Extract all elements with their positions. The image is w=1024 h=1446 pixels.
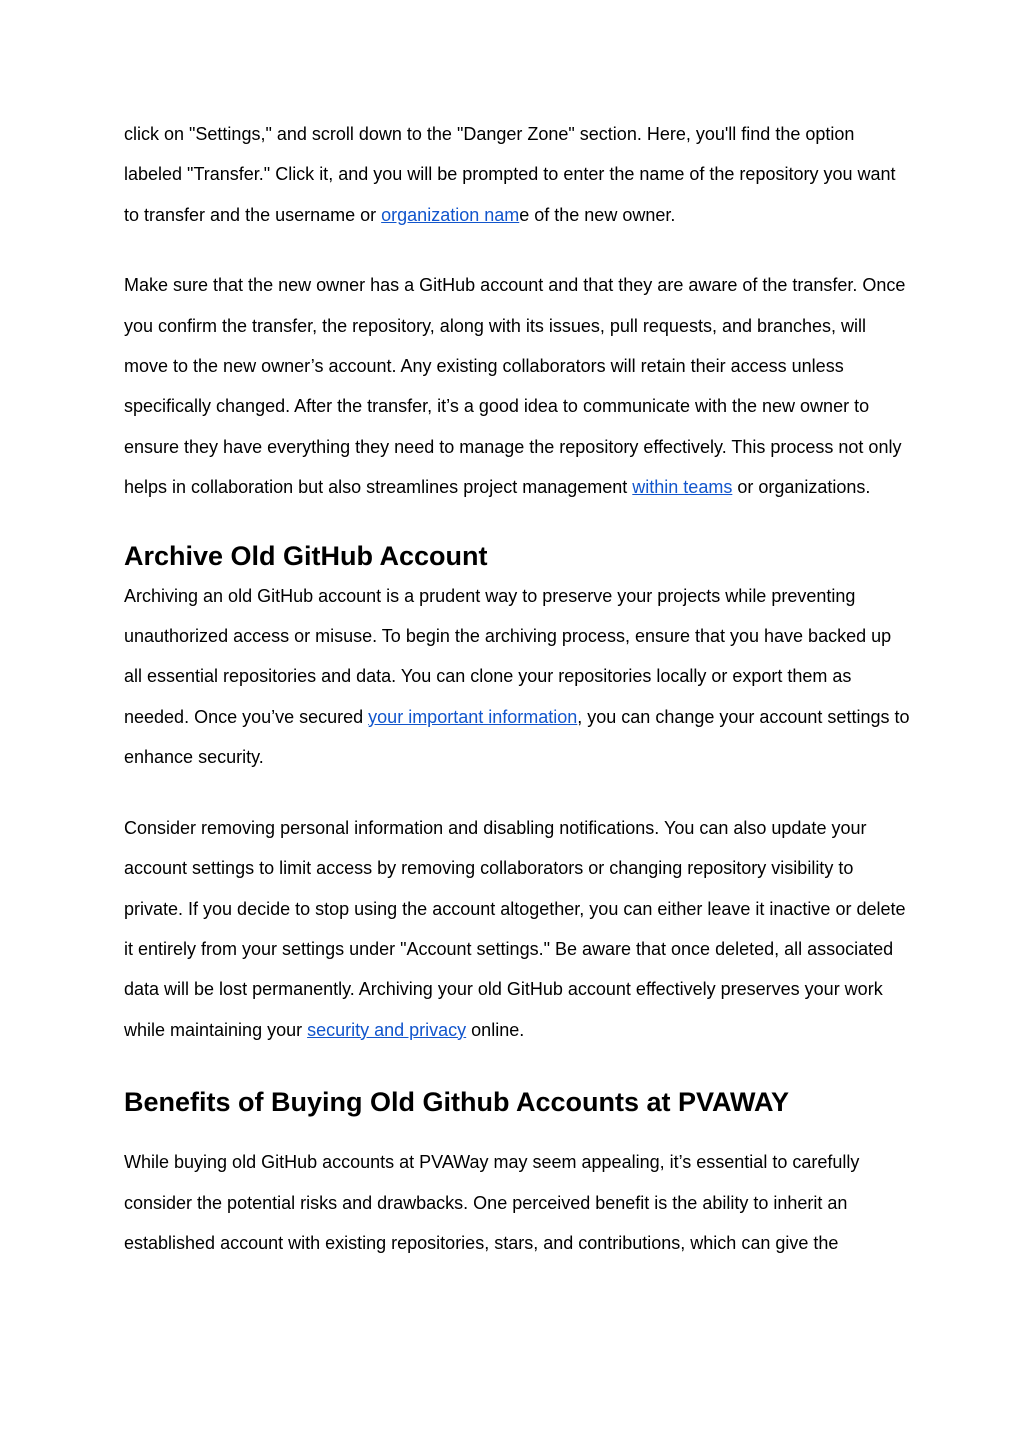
organization-name-link[interactable]: organization nam: [381, 204, 520, 225]
paragraph-text: online.: [466, 1019, 525, 1040]
paragraph-archive-intro: [124, 576, 914, 778]
paragraph-archive-details: [124, 808, 914, 1050]
paragraph-text: Consider removing personal information and disabling notifications. You can also update your account settings to limit access by removing collaborators or changing repository visibility to private. If you decide to stop using the account altogether, you can either leave it inactive or delete it entirely from your settings under "Account settings." Be aware that once deleted, all associated data will be lost permanently. Archiving your old GitHub account effectively preserves your work while maintaining your: [124, 817, 906, 1040]
paragraph-transfer-steps: [124, 114, 914, 235]
paragraph-text: click on "Settings," and scroll down to the "Danger Zone" section. Here, you'll find the option labeled "Transfer." Click it, and you will be prompted to enter the name of the repository you want to transfer and the username or: [124, 124, 896, 225]
your-important-information-link[interactable]: your important information: [368, 706, 578, 727]
security-and-privacy-link[interactable]: security and privacy: [307, 1019, 467, 1040]
paragraph-text: Archiving an old GitHub account is a prudent way to preserve your projects while preventing unauthorized access or misuse. To begin the archiving process, ensure that you have backed up all essential repositories and data. You can clone your repositories locally or export them as needed. Once you’ve secured: [124, 585, 892, 727]
document-page: [124, 114, 914, 1263]
paragraph-text: Make sure that the new owner has a GitHub account and that they are aware of the transfer. Once you confirm the transfer, the repository, along with its issues, pull requests, and branches, will move to the new owner’s account. Any existing collaborators will retain their access unless specifically changed. After the transfer, it’s a good idea to communicate with the new owner to ensure they have everything they need to manage the repository effectively. This process not only helps in collaboration but also streamlines project management: [124, 275, 906, 498]
section-archive: [124, 540, 914, 572]
paragraph-text: e of the new owner.: [519, 204, 676, 225]
heading-benefits-of-buying: Benefits of Buying Old Github Accounts at PVAWAY: [124, 1087, 790, 1118]
paragraph-benefits: [124, 1142, 914, 1263]
paragraph-text: While buying old GitHub accounts at PVAWay may seem appealing, it’s essential to carefully consider the potential risks and drawbacks. One perceived benefit is the ability to inherit an established account with existing repositories, stars, and contributions, which can give the: [124, 1152, 860, 1253]
paragraph-text: or organizations.: [732, 477, 871, 498]
paragraph-transfer-confirm: [124, 265, 914, 507]
paragraph-text: , you can change your account settings to enhance security.: [124, 706, 910, 768]
within-teams-link[interactable]: within teams: [632, 477, 733, 498]
section-benefits: [124, 1086, 914, 1118]
heading-archive-old-github-account: Archive Old GitHub Account: [124, 540, 488, 571]
